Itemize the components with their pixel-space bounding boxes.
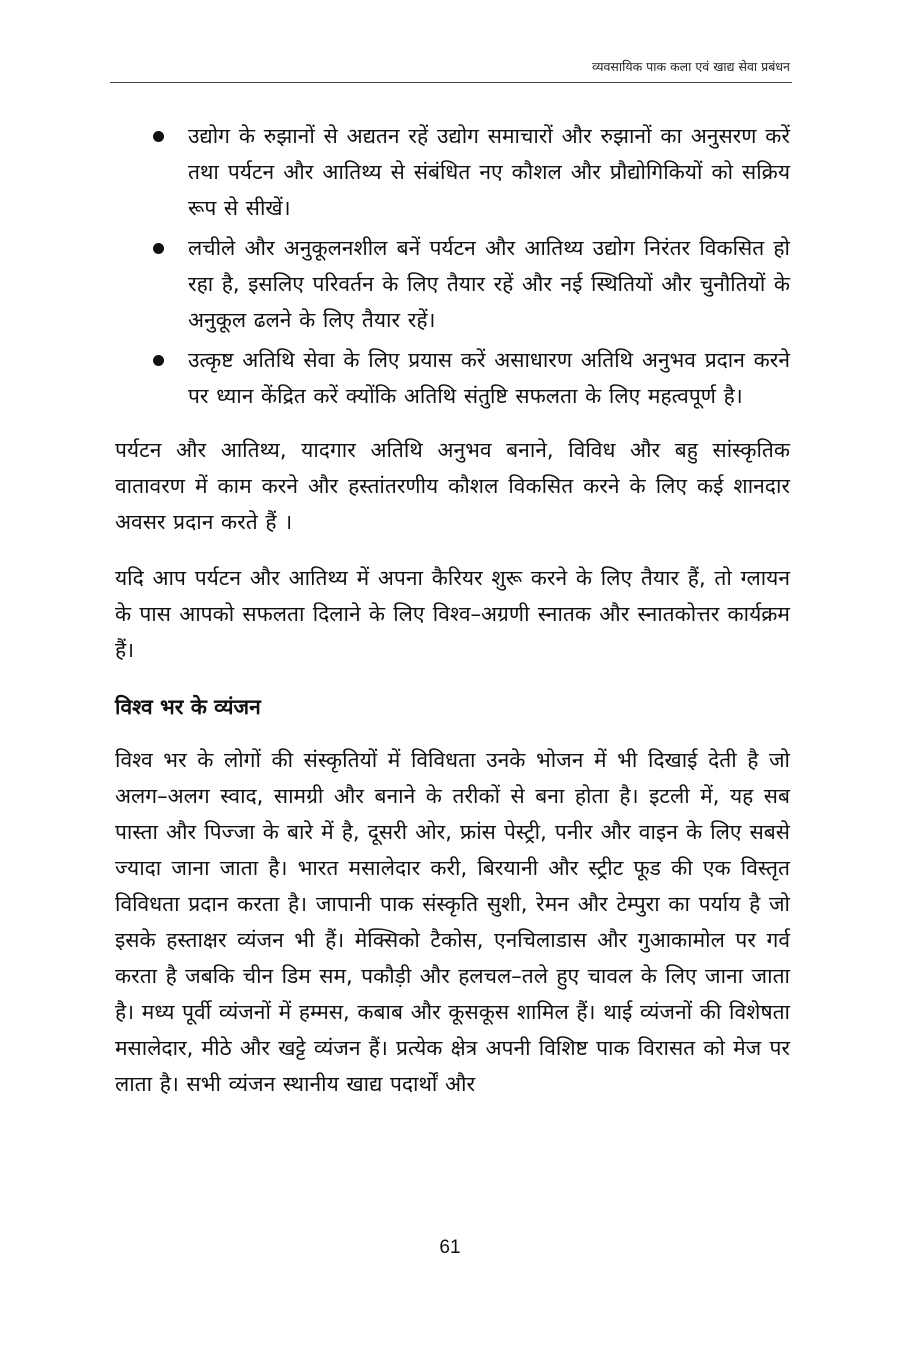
section-heading: विश्व भर के व्यंजन <box>115 695 261 719</box>
page-number: 61 <box>439 1237 461 1258</box>
bullet-icon <box>153 243 164 254</box>
list-item <box>115 118 790 226</box>
list-item <box>115 230 790 338</box>
running-header: व्यवसायिक पाक कला एवं खाद्य सेवा प्रबंधन <box>591 59 790 74</box>
bullet-text: लचीले और अनुकूलनशील बनें पर्यटन और आतिथ्य उद्योग निरंतर विकसित हो रहा है, इसलिए परिवर्तन के लिए तैयार रहें और नई स्थितियों और चुनौतियों के अनुकूल ढलने के लिए तैयार रहें। <box>188 236 790 332</box>
bullet-icon <box>153 355 164 366</box>
bullet-icon <box>153 131 164 142</box>
list-item <box>115 342 790 414</box>
paragraph-cuisines: विश्व भर के लोगों की संस्कृतियों में विविधता उनके भोजन में भी दिखाई देती है जो अलग–अलग स्वाद, सामग्री और बनाने के तरीकों से बना होता है। इटली में, यह सब पास्ता और पिज्जा के बारे में है, दूसरी ओर, फ्रांस पेस्ट्री, पनीर और वाइन के लिए सबसे ज्यादा जाना जाता है। भारत मसालेदार करी, बिरयानी और स्ट्रीट फूड की एक विस्तृत विविधता प्रदान करता है। जापानी पाक संस्कृति सुशी, रेमन और टेम्पुरा का पर्याय है जो इसके हस्ताक्षर व्यंजन भी हैं। मेक्सिको टैकोस, एनचिलाडास और गुआकामोल पर गर्व करता है जबकि चीन डिम सम, पकौड़ी और हलचल–तले हुए चावल के लिए जाना जाता है। मध्य पूर्वी व्यंजनों में हम्मस, कबाब और कूसकूस शामिल हैं। थाई व्यंजनों की विशेषता मसालेदार, मीठे और खट्टे व्यंजन हैं। प्रत्येक क्षेत्र अपनी विशिष्ट पाक विरासत को मेज पर लाता है। सभी व्यंजन स्थानीय खाद्य पदार्थों और <box>115 748 790 1096</box>
paragraph-opportunities: पर्यटन और आतिथ्य, यादगार अतिथि अनुभव बनाने, विविध और बहु सांस्कृतिक वातावरण में काम करने और हस्तांतरणीय कौशल विकसित करने के लिए कई शानदार अवसर प्रदान करते हैं । <box>115 438 790 534</box>
paragraph-career: यदि आप पर्यटन और आतिथ्य में अपना कैरियर शुरू करने के लिए तैयार हैं, तो ग्लायन के पास आपको सफलता दिलाने के लिए विश्व–अग्रणी स्नातक और स्नातकोत्तर कार्यक्रम हैं। <box>115 566 790 662</box>
header-divider <box>110 82 792 83</box>
page-body <box>115 118 790 1102</box>
bullet-text: उद्योग के रुझानों से अद्यतन रहें उद्योग समाचारों और रुझानों का अनुसरण करें तथा पर्यटन और आतिथ्य से संबंधित नए कौशल और प्रौद्योगिकियों को सक्रिय रूप से सीखें। <box>188 124 790 220</box>
bullet-text: उत्कृष्ट अतिथि सेवा के लिए प्रयास करें असाधारण अतिथि अनुभव प्रदान करने पर ध्यान केंद्रित करें क्योंकि अतिथि संतुष्टि सफलता के लिए महत्वपूर्ण है। <box>188 348 790 408</box>
bullet-list <box>115 118 790 414</box>
